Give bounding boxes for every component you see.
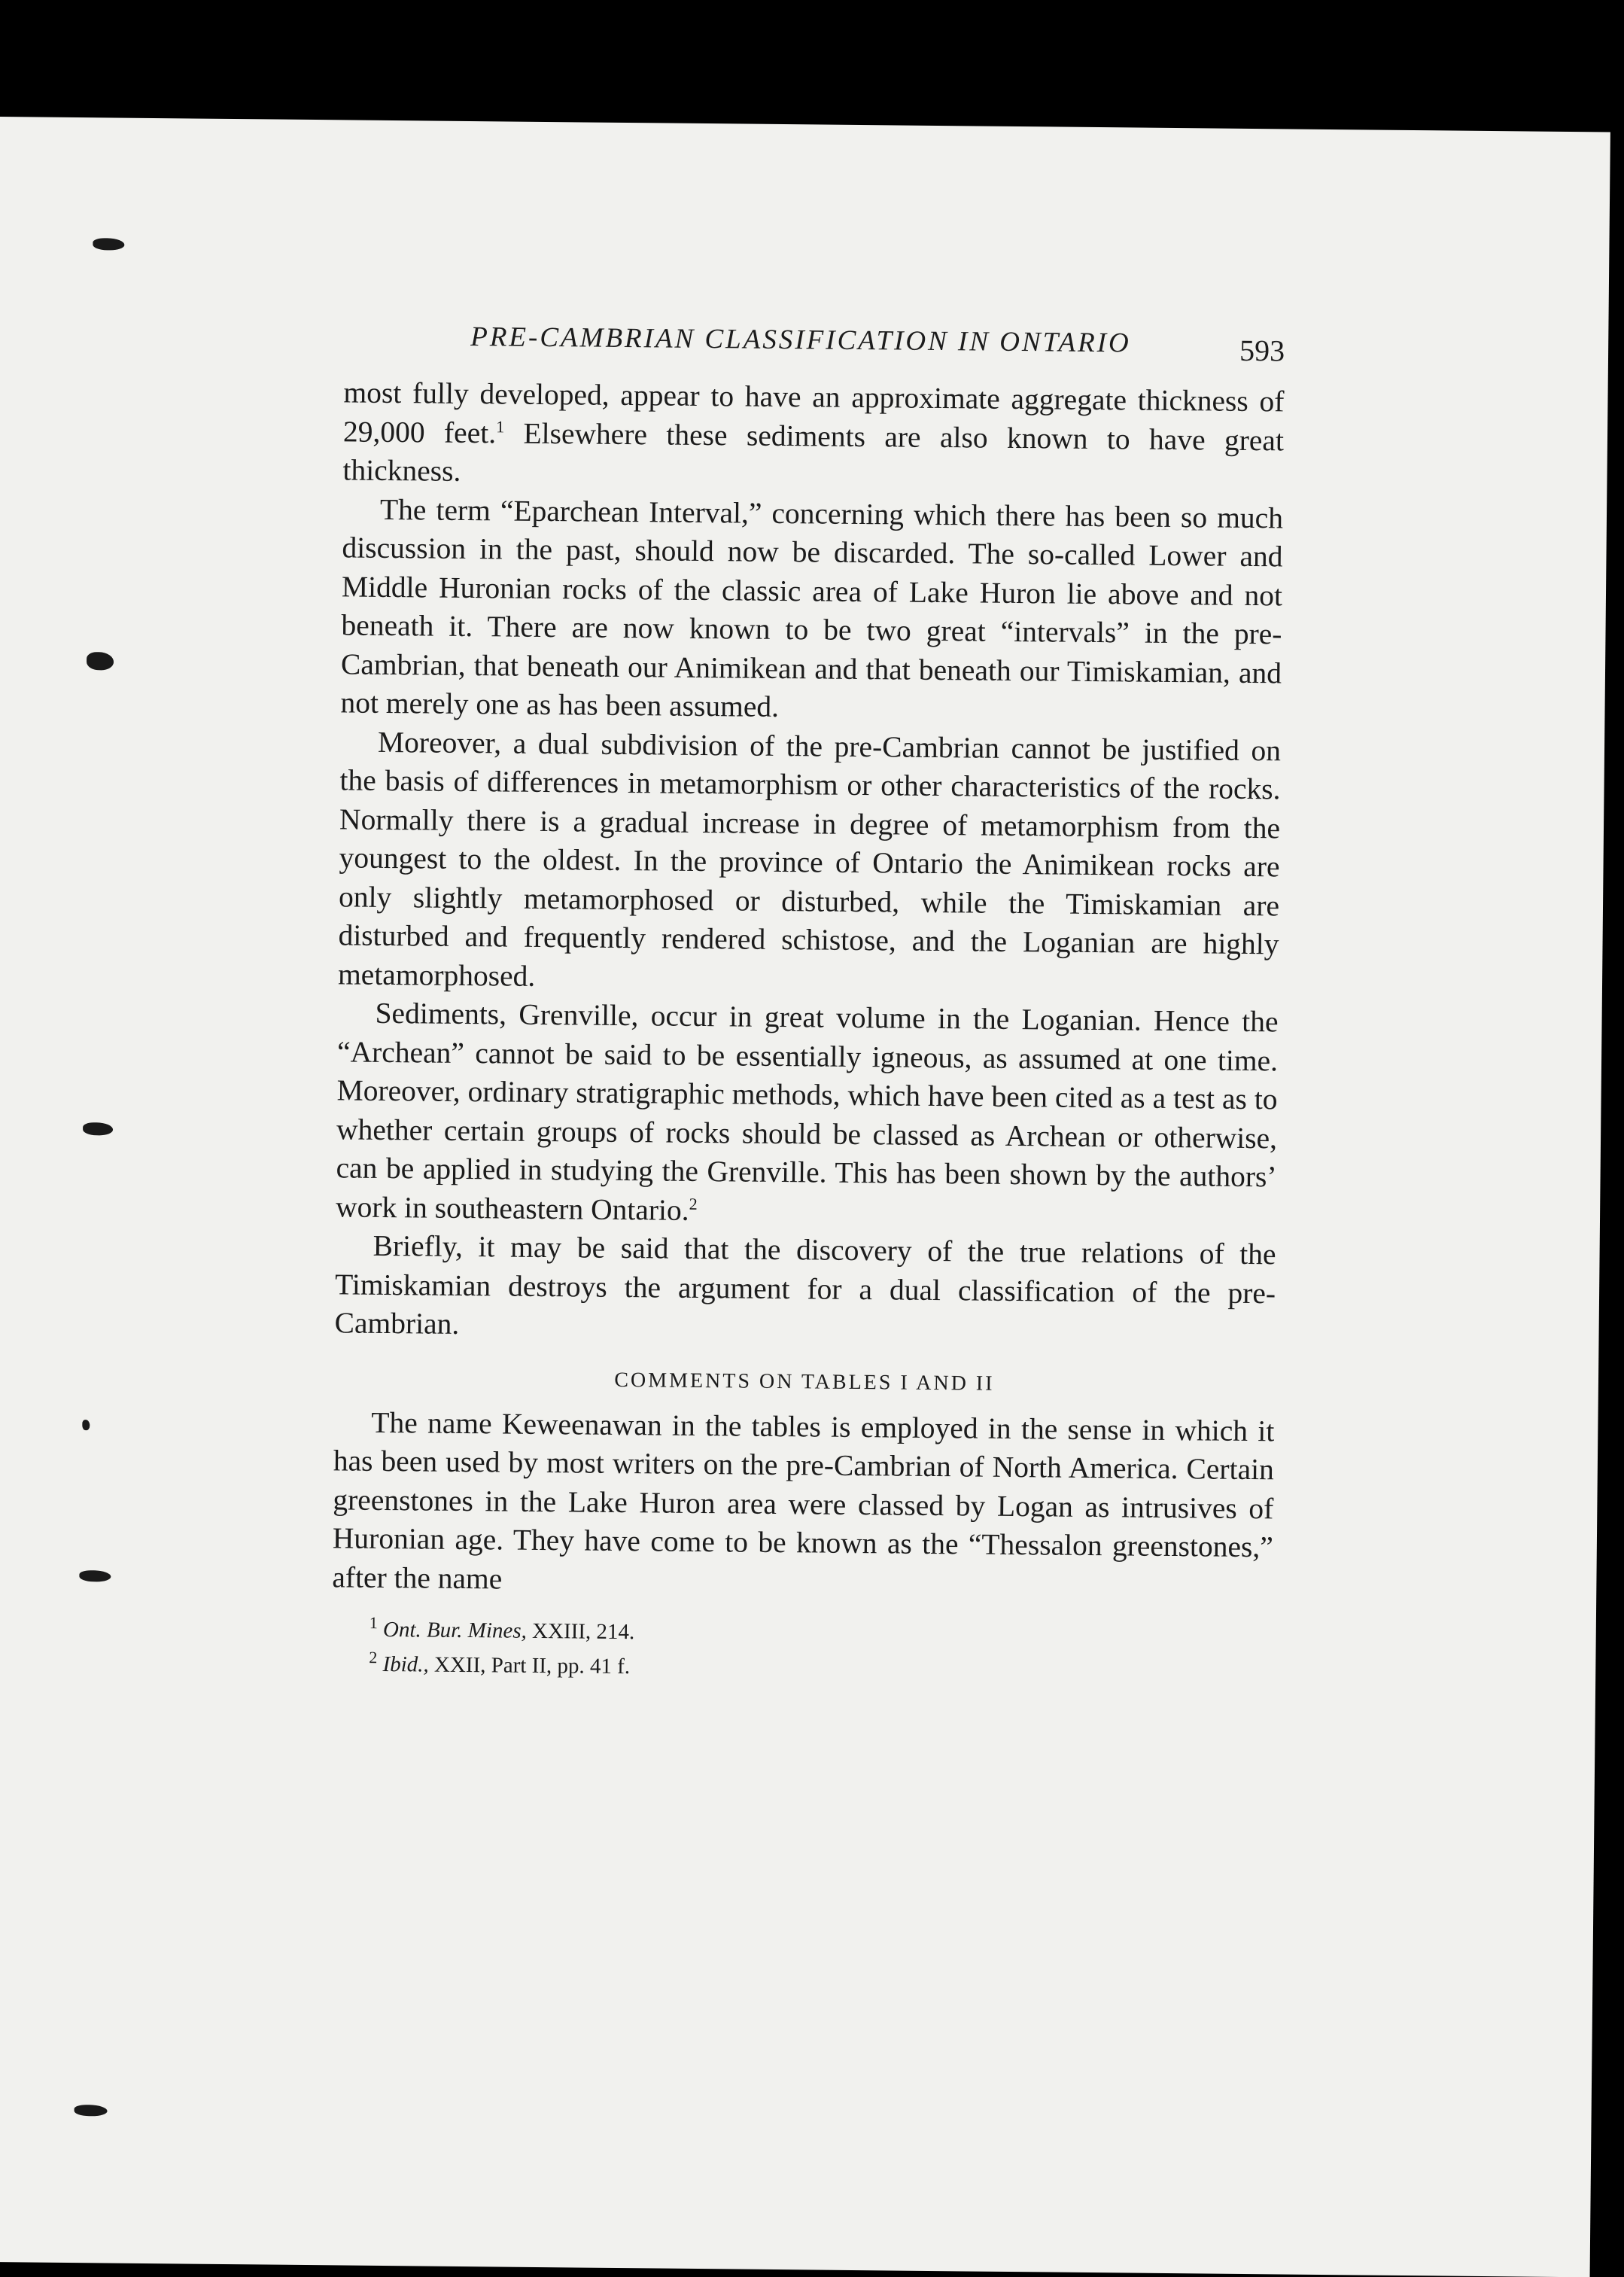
binding-mark bbox=[79, 1570, 111, 1581]
binding-mark bbox=[75, 2105, 108, 2116]
footnote-ref-text: XXII, Part II, pp. 41 f. bbox=[428, 1652, 631, 1679]
footnote-ref: 1 bbox=[496, 416, 505, 436]
footnotes bbox=[331, 1612, 1273, 1690]
paragraph-text: most fully developed, appear to have an approximate aggregate thickness of 29,000 feet. bbox=[342, 376, 1285, 449]
paragraph-text: The term “Eparchean Interval,” concerning which there has been so much discussion in the past, should now be discarded. The so-called Lower and Middle Huronian rocks of the classic area of Lake Huron lie above and not beneath it. There are now known to be two great “intervals” in the pre-Cambrian, that beneath our Animikean and that beneath our Timiskamian, and not merely one as has been assumed. bbox=[340, 492, 1284, 723]
footnote-mark: 2 bbox=[369, 1648, 378, 1667]
section-heading: COMMENTS ON TABLES I AND II bbox=[614, 1368, 995, 1396]
footnote-source: Ont. Bur. Mines, bbox=[382, 1617, 528, 1643]
binding-marks bbox=[0, 117, 1610, 132]
binding-mark bbox=[83, 1122, 113, 1135]
paragraph bbox=[336, 994, 1279, 1235]
paragraph-text: Moreover, a dual subdivision of the pre-Cambrian cannot be justified on the basis of differences in metamorphism or other characteristics of the rocks. Normally there is a gradual increase in degree of metamorphism from the youngest to the oldest. In the province of Ontario the Animikean rocks are only slightly metamorphosed or disturbed, while the Timiskamian are disturbed and frequently rendered schistose, and the Loganian are highly metamorphosed. bbox=[337, 725, 1282, 993]
scanned-page bbox=[0, 117, 1610, 2277]
page-text bbox=[331, 319, 1285, 1690]
paragraph bbox=[332, 1403, 1274, 1606]
paragraph-text: Sediments, Grenville, occur in great volume in the Loganian. Hence the “Archean” cannot be said to be essentially igneous, as assumed at one time. Moreover, ordinary stratigraphic methods, which have been cited as a test as to whether certain groups of rocks should be classed as Archean or otherwise, can be applied in studying the Grenville. This has been shown by the authors’ work in southeastern Ontario. bbox=[335, 996, 1279, 1227]
running-head bbox=[344, 319, 1285, 373]
binding-mark bbox=[93, 238, 124, 250]
footnote-ref-text: XXIII, 214. bbox=[526, 1618, 635, 1645]
running-title: PRE-CAMBRIAN CLASSIFICATION IN ONTARIO bbox=[470, 321, 1131, 359]
binding-mark bbox=[87, 652, 114, 670]
paragraph-text: The name Keweenawan in the tables is employed in the sense in which it has been used by most writers on the pre-Cambrian of North America. Certain greenstones in the Lake Huron area were classed by Logan as intrusives of Huronian age. They have come to be known as the “Thessalon greenstones,” after the name bbox=[332, 1405, 1275, 1595]
footnote-mark: 1 bbox=[369, 1613, 378, 1633]
paragraph-text: Briefly, it may be said that the discovery of the true relations of the Timiskamian destroys the argument for a dual classification of the pre-Cambrian. bbox=[334, 1228, 1276, 1341]
paragraph bbox=[338, 723, 1281, 1003]
paragraph-text: Elsewhere these sediments are also known to have great thickness. bbox=[342, 416, 1285, 488]
paragraph bbox=[334, 1226, 1276, 1351]
page-number: 593 bbox=[1239, 333, 1285, 368]
footnote-source: Ibid., bbox=[382, 1651, 429, 1677]
binding-mark bbox=[82, 1420, 90, 1430]
paragraph bbox=[342, 373, 1284, 498]
footnote-ref: 2 bbox=[689, 1194, 698, 1213]
paragraph bbox=[340, 490, 1283, 732]
